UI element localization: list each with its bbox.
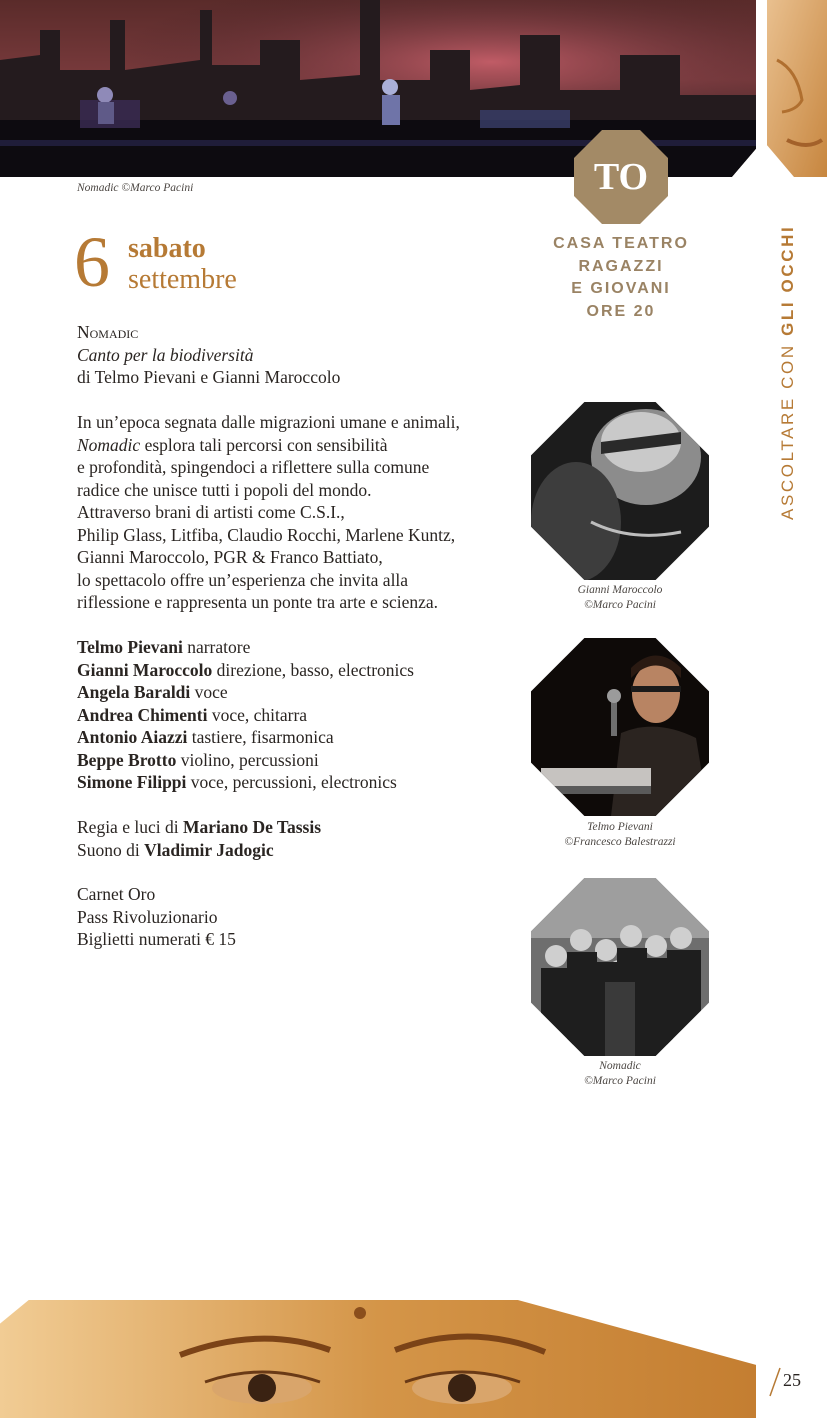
section-side-title xyxy=(778,225,798,520)
bottom-face-photo xyxy=(0,1300,756,1418)
credit-label: Regia e luci di xyxy=(77,817,183,837)
cast-role: voce, percussioni, electronics xyxy=(186,772,397,792)
cast-name: Antonio Aiazzi xyxy=(77,727,188,747)
photo-caption-subject: Nomadic xyxy=(599,1060,641,1072)
hero-caption: Nomadic ©Marco Pacini xyxy=(77,182,194,194)
credits xyxy=(77,816,517,861)
photo-telmo-pievani xyxy=(531,638,709,816)
description-line: e profondità, spingendoci a riflettere sulla comune xyxy=(77,457,430,477)
side-title-highlight: GLI OCCHI xyxy=(778,224,797,336)
ticket-line: Carnet Oro xyxy=(77,884,156,904)
cast-item xyxy=(77,749,517,772)
credit-name: Vladimir Jadogic xyxy=(144,839,274,860)
cast-name: Simone Filippi xyxy=(77,772,187,792)
cast-item xyxy=(77,659,517,682)
side-title-prefix: ASCOLTARE CON xyxy=(778,335,797,520)
cast-role: narratore xyxy=(182,637,251,657)
show-authors: di Telmo Pievani e Gianni Maroccolo xyxy=(77,367,341,387)
cast-item xyxy=(77,636,517,659)
cast-name: Angela Baraldi xyxy=(77,682,191,702)
venue-time: ORE 20 xyxy=(586,302,656,320)
tickets xyxy=(77,883,517,951)
credit-item xyxy=(77,839,517,862)
city-badge xyxy=(574,130,668,224)
description-line: lo spettacolo offre un’esperienza che invita alla xyxy=(77,569,409,590)
cast-item xyxy=(77,681,517,704)
cast-item xyxy=(77,726,517,749)
cast-role: voce xyxy=(190,682,228,702)
page-number: 25 xyxy=(783,1370,801,1390)
ticket-line: Pass Rivoluzionario xyxy=(77,906,218,927)
photo-caption-subject: Telmo Pievani xyxy=(587,821,653,833)
description-line: Philip Glass, Litfiba, Claudio Rocchi, Marlene Kuntz, xyxy=(77,524,456,545)
ticket-line: Biglietti numerati € 15 xyxy=(77,929,236,949)
photo-gianni-maroccolo xyxy=(531,402,709,580)
cast-name: Andrea Chimenti xyxy=(77,704,208,725)
description-line xyxy=(77,434,517,457)
venue-line: CASA TEATRO xyxy=(553,235,689,252)
page-number-slash xyxy=(768,1366,782,1398)
photo-caption-credit: ©Marco Pacini xyxy=(584,599,656,611)
cast-name: Telmo Pievani xyxy=(77,637,183,657)
date-month: settembre xyxy=(128,264,237,295)
credit-item xyxy=(77,816,517,839)
description-line: Attraverso brani di artisti come C.S.I., xyxy=(77,502,345,522)
cast-name: Gianni Maroccolo xyxy=(77,659,213,680)
venue-info xyxy=(540,233,702,323)
description-line: riflessione e rappresenta un ponte tra arte e scienza. xyxy=(77,592,439,612)
cast-name: Beppe Brotto xyxy=(77,749,177,770)
cast-role: violino, percussioni xyxy=(176,749,319,770)
show-subtitle: Canto per la biodiversità xyxy=(77,344,254,365)
description-line: In un’epoca segnata dalle migrazioni umane e animali, xyxy=(77,412,460,432)
cast-role: voce, chitarra xyxy=(207,704,308,725)
photo-caption xyxy=(531,1059,709,1089)
badge-code: TO xyxy=(593,156,649,198)
cast-item xyxy=(77,771,517,794)
cast-role: direzione, basso, electronics xyxy=(212,659,414,680)
photo-caption-credit: ©Francesco Balestrazzi xyxy=(564,836,676,848)
description-text: esplora tali percorsi con sensibilità xyxy=(140,434,388,455)
venue-line: RAGAZZI xyxy=(578,257,664,275)
photo-caption xyxy=(531,820,709,850)
description-line: Gianni Maroccolo, PGR & Franco Battiato, xyxy=(77,547,383,567)
cast-item xyxy=(77,704,517,727)
show-description xyxy=(77,411,517,614)
date-weekday: sabato xyxy=(128,233,206,264)
photo-caption-subject: Gianni Maroccolo xyxy=(577,584,663,596)
photo-caption xyxy=(531,583,709,613)
credit-name: Mariano De Tassis xyxy=(182,817,322,837)
description-italic: Nomadic xyxy=(77,434,141,455)
cast-role: tastiere, fisarmonica xyxy=(187,727,334,747)
show-title: Nomadic xyxy=(77,322,139,342)
photo-nomadic-group xyxy=(531,878,709,1056)
cast-list xyxy=(77,636,517,794)
photo-caption-credit: ©Marco Pacini xyxy=(584,1075,656,1087)
show-heading xyxy=(77,321,517,389)
date-day-number: 6 xyxy=(74,222,110,302)
venue-line: E GIOVANI xyxy=(571,280,671,297)
credit-label: Suono di xyxy=(77,839,145,860)
description-line: radice che unisce tutti i popoli del mondo. xyxy=(77,479,372,500)
side-face-photo xyxy=(767,0,827,177)
